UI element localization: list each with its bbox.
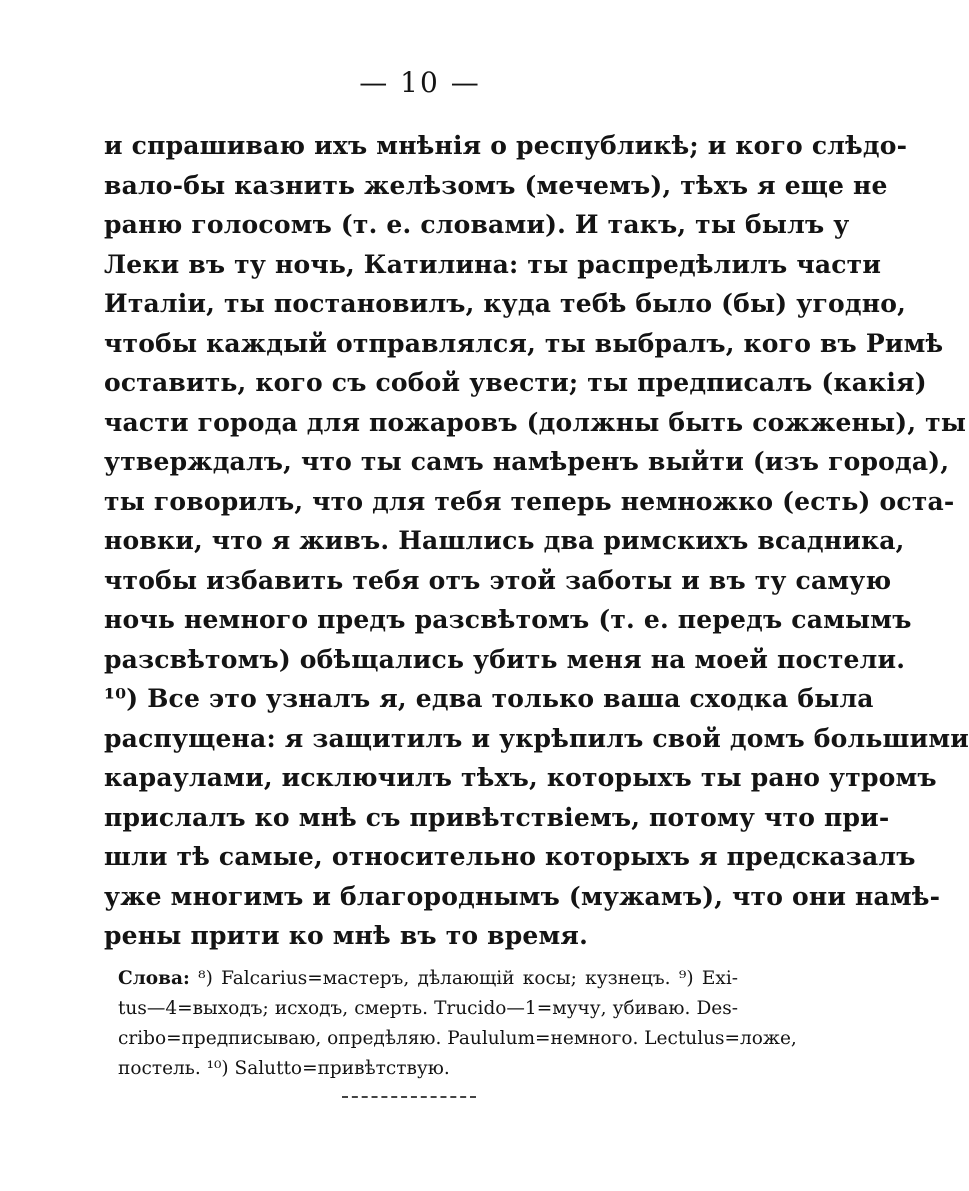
page-number: — 10 —	[359, 66, 481, 99]
glossary-label: Слова:	[118, 968, 190, 989]
text-line: Леки въ ту ночь, Катилина: ты распредѣлилъ части	[104, 249, 882, 279]
text-line: прислалъ ко мнѣ съ привѣтствіемъ, потому что при-	[104, 802, 890, 832]
text-line: шли тѣ самые, относительно которыхъ я предсказалъ	[104, 842, 916, 871]
footnote-line: tus—4=выходъ; исходъ, смерть. Trucido—1=мучу, убиваю. Des-	[118, 998, 738, 1019]
text-line: новки, что я живъ. Нашлись два римскихъ всадника,	[104, 526, 905, 555]
text-line: ¹⁰) Все это узналъ я, едва только ваша сходка была	[104, 684, 874, 713]
text-line: Италіи, ты постановилъ, куда тебѣ было (бы) угодно,	[104, 289, 906, 318]
text-line: уже многимъ и благороднымъ (мужамъ), что они намѣ-	[104, 881, 941, 911]
end-divider	[342, 1096, 476, 1098]
text-line: ты говорилъ, что для тебя теперь немножко (есть) оста-	[104, 486, 955, 516]
text-line: раню голосомъ (т. е. словами). И такъ, ты былъ у	[104, 210, 850, 239]
text-line: части города для пожаровъ (должны быть сожжены), ты	[104, 407, 967, 437]
footnote-text: ⁸) Falcarius=мастеръ, дѣлающій косы; кузнецъ. ⁹) Exi-	[198, 968, 739, 989]
text-line: утверждалъ, что ты самъ намѣренъ выйти (изъ города),	[104, 447, 950, 476]
glossary-footnotes	[118, 964, 797, 1084]
main-text-block	[104, 126, 969, 956]
text-line: караулами, исключилъ тѣхъ, которыхъ ты рано утромъ	[104, 763, 937, 792]
text-line: и спрашиваю ихъ мнѣнія о республикѣ; и кого слѣдо-	[104, 131, 908, 160]
text-line: оставить, кого съ собой увести; ты предписалъ (какія)	[104, 368, 927, 397]
text-line: вало-бы казнить желѣзомъ (мечемъ), тѣхъ я еще не	[104, 170, 888, 200]
text-line: чтобы избавить тебя отъ этой заботы и въ ту самую	[104, 565, 892, 595]
footnote-line: cribo=предписываю, опредѣляю. Paululum=немного. Lectulus=ложе,	[118, 1028, 797, 1049]
text-line: распущена: я защитилъ и укрѣпилъ свой домъ большими	[104, 723, 969, 753]
footnote-line: постель. ¹⁰) Salutto=привѣтствую.	[118, 1058, 450, 1079]
footnote-line	[118, 964, 738, 994]
text-line: рены прити ко мнѣ въ то время.	[104, 921, 589, 950]
text-line: чтобы каждый отправлялся, ты выбралъ, кого въ Римѣ	[104, 328, 944, 358]
text-line: разсвѣтомъ) обѣщались убить меня на моей постели.	[104, 644, 906, 674]
text-line: ночь немного предъ разсвѣтомъ (т. е. передъ самымъ	[104, 605, 912, 634]
